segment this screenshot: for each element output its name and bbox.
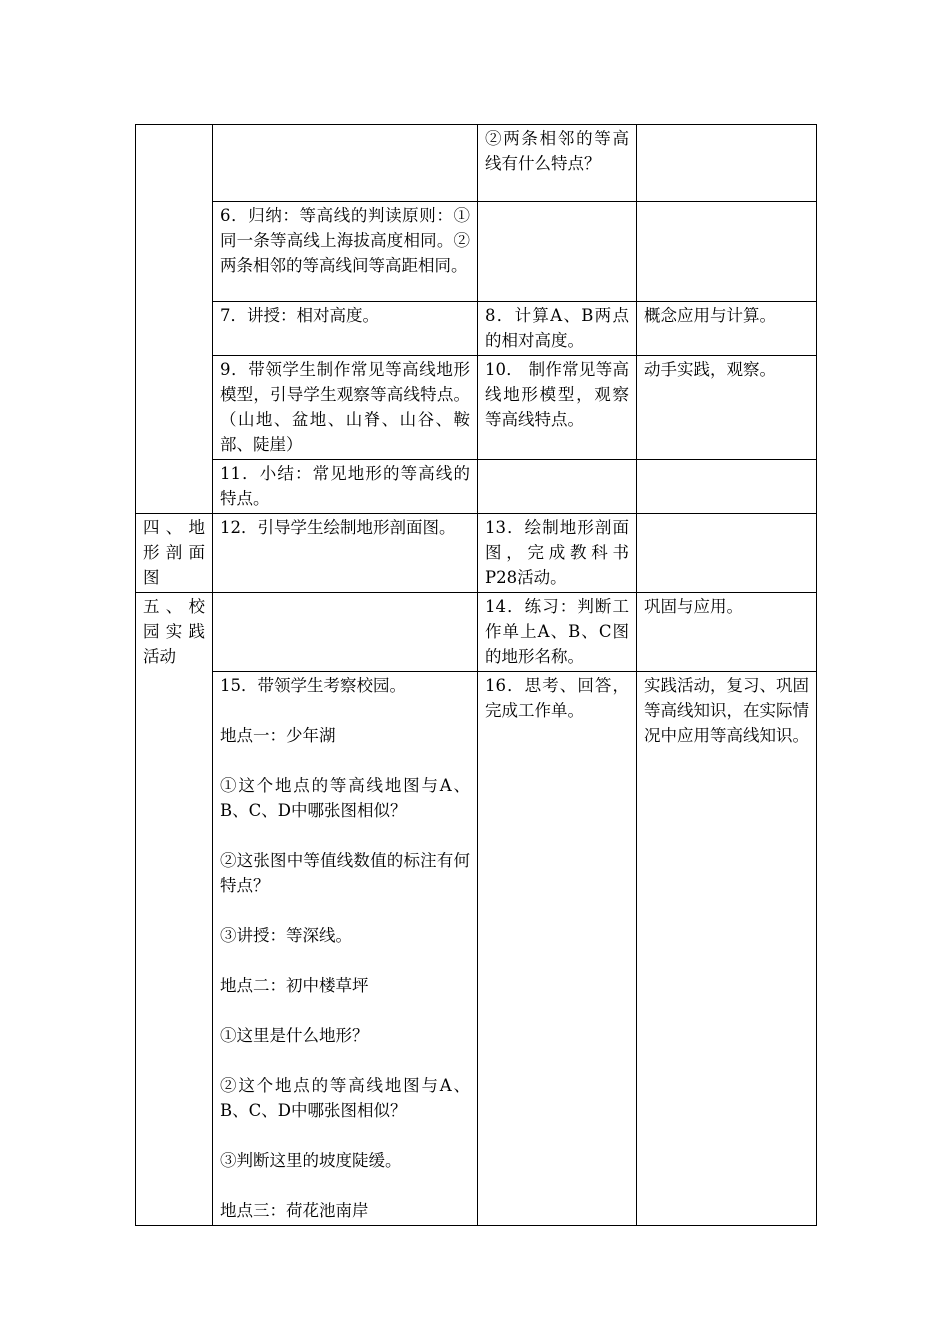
teacher-activity-cell: 11．小结：常见地形的等高线的特点。 [213, 460, 478, 514]
location-heading: 地点三：荷花池南岸 [220, 1201, 369, 1220]
spacer [220, 1173, 470, 1198]
table-row [136, 593, 817, 672]
table-row [136, 202, 817, 302]
question-line: ③判断这里的坡度陡缓。 [220, 1151, 402, 1170]
spacer [220, 698, 470, 723]
location-heading: 地点二：初中楼草坪 [220, 976, 369, 995]
spacer [220, 898, 470, 923]
section-cell-continued [136, 125, 213, 514]
student-activity-cell: 8．计算A、B两点的相对高度。 [478, 302, 637, 356]
teacher-activity-cell [213, 593, 478, 672]
teacher-activity-cell: 6．归纳：等高线的判读原则：①同一条等高线上海拔高度相同。②两条相邻的等高线间等高距相同。 [213, 202, 478, 302]
teacher-activity-cell: 7．讲授：相对高度。 [213, 302, 478, 356]
table-row [136, 514, 817, 593]
spacer [220, 948, 470, 973]
student-activity-cell: 16．思考、回答，完成工作单。 [478, 672, 637, 1226]
teacher-activity-cell [213, 125, 478, 202]
spacer [220, 998, 470, 1023]
spacer [220, 1123, 470, 1148]
spacer [220, 748, 470, 773]
teacher-activity-cell: 12．引导学生绘制地形剖面图。 [213, 514, 478, 593]
design-intent-cell: 巩固与应用。 [637, 593, 817, 672]
section-title-cell: 五、校园实践活动 [136, 593, 213, 1226]
teacher-activity-cell [213, 672, 478, 1226]
design-intent-cell: 概念应用与计算。 [637, 302, 817, 356]
table-row [136, 356, 817, 460]
lesson-plan-table [135, 124, 817, 1226]
student-activity-cell: 14．练习：判断工作单上A、B、C图的地形名称。 [478, 593, 637, 672]
table-row [136, 460, 817, 514]
question-line: ②这个地点的等高线地图与A、B、C、D中哪张图相似？ [220, 1076, 470, 1120]
table-row [136, 302, 817, 356]
table-row [136, 672, 817, 1226]
design-intent-cell [637, 125, 817, 202]
design-intent-cell [637, 460, 817, 514]
teacher-activity-cell: 9．带领学生制作常见等高线地形模型，引导学生观察等高线特点。（山地、盆地、山脊、山谷、鞍部、陡崖） [213, 356, 478, 460]
design-intent-cell: 动手实践，观察。 [637, 356, 817, 460]
student-activity-cell: 13．绘制地形剖面图，完成教科书P28活动。 [478, 514, 637, 593]
section-title-cell: 四、地形剖面图 [136, 514, 213, 593]
spacer [220, 823, 470, 848]
question-line: ①这个地点的等高线地图与A、B、C、D中哪张图相似？ [220, 776, 470, 820]
design-intent-cell [637, 202, 817, 302]
table-row [136, 125, 817, 202]
student-activity-cell [478, 202, 637, 302]
student-activity-cell [478, 460, 637, 514]
student-activity-cell: ②两条相邻的等高线有什么特点？ [478, 125, 637, 202]
spacer [220, 1048, 470, 1073]
design-intent-cell [637, 514, 817, 593]
question-line: ③讲授：等深线。 [220, 926, 352, 945]
question-line: ①这里是什么地形？ [220, 1026, 369, 1045]
design-intent-cell: 实践活动，复习、巩固等高线知识，在实际情况中应用等高线知识。 [637, 672, 817, 1226]
activity-line: 15．带领学生考察校园。 [220, 676, 406, 695]
student-activity-cell: 10． 制作常见等高线地形模型，观察等高线特点。 [478, 356, 637, 460]
location-heading: 地点一：少年湖 [220, 726, 336, 745]
question-line: ②这张图中等值线数值的标注有何特点？ [220, 851, 470, 895]
